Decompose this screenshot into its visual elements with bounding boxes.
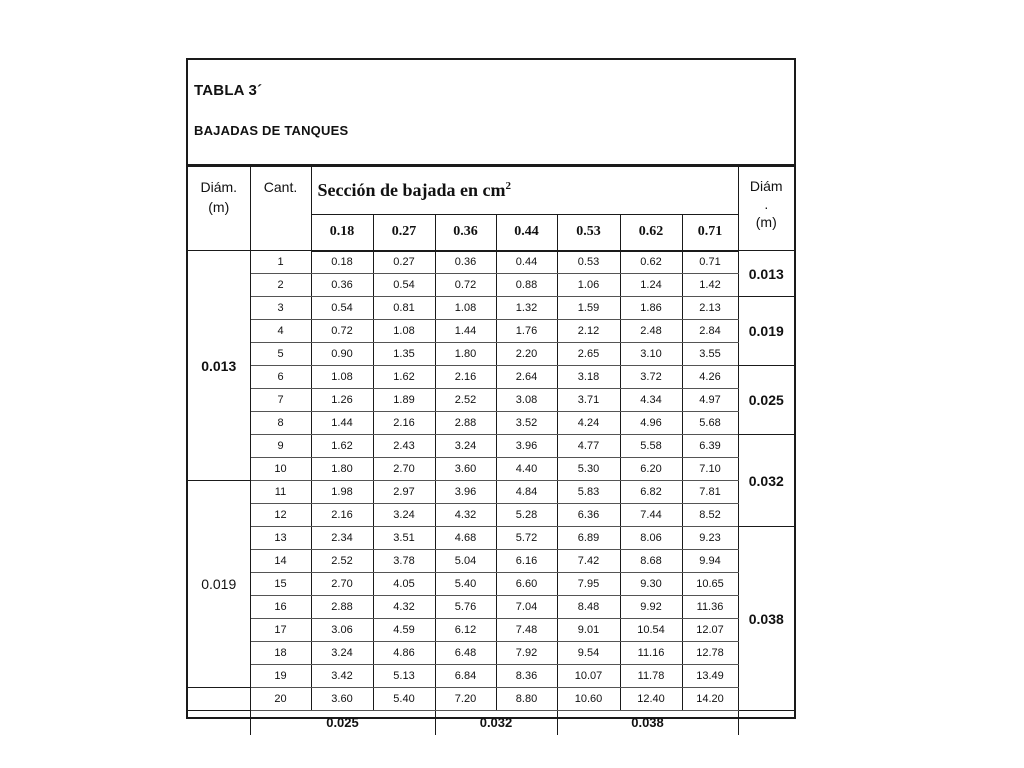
value-cell: 3.18 [557,366,620,389]
value-cell: 8.80 [496,688,557,711]
left-diameter-header [188,167,250,251]
value-cell: 1.86 [620,297,682,320]
value-cell: 5.58 [620,435,682,458]
value-cell: 3.96 [496,435,557,458]
value-cell: 4.26 [682,366,738,389]
cant-cell: 5 [250,343,311,366]
value-cell: 3.24 [311,642,373,665]
column-header-4: 0.44 [496,215,557,251]
value-cell: 2.34 [311,527,373,550]
title-block [188,60,794,166]
footer-blank-right [738,711,794,735]
cant-cell: 17 [250,619,311,642]
cant-cell: 13 [250,527,311,550]
value-cell: 1.62 [373,366,435,389]
value-cell: 4.24 [557,412,620,435]
value-cell: 7.20 [435,688,496,711]
table-row [188,527,794,550]
cant-cell: 16 [250,596,311,619]
value-cell: 0.54 [311,297,373,320]
value-cell: 4.77 [557,435,620,458]
value-cell: 0.72 [435,274,496,297]
value-cell: 2.70 [311,573,373,596]
column-header-3: 0.36 [435,215,496,251]
column-header-6: 0.62 [620,215,682,251]
value-cell: 3.60 [311,688,373,711]
value-cell: 6.89 [557,527,620,550]
value-cell: 0.88 [496,274,557,297]
value-cell: 3.96 [435,481,496,504]
document-frame [186,58,796,731]
value-cell: 2.52 [435,389,496,412]
value-cell: 2.48 [620,320,682,343]
value-cell: 3.71 [557,389,620,412]
downpipe-table [188,166,794,735]
value-cell: 3.72 [620,366,682,389]
document-title: TABLA 3´ [194,82,263,99]
value-cell: 6.84 [435,665,496,688]
value-cell: 7.10 [682,458,738,481]
cant-cell: 15 [250,573,311,596]
table-row [188,550,794,573]
section-header-label: Sección de bajada en cm [317,180,506,200]
table-row [188,274,794,297]
value-cell: 2.97 [373,481,435,504]
value-cell: 6.39 [682,435,738,458]
cant-cell: 4 [250,320,311,343]
value-cell: 2.64 [496,366,557,389]
value-cell: 8.36 [496,665,557,688]
value-cell: 8.06 [620,527,682,550]
left-diameter-header-label: Diám. [200,179,238,195]
value-cell: 3.51 [373,527,435,550]
right-diameter-group: 0.025 [738,366,794,435]
value-cell: 2.43 [373,435,435,458]
value-cell: 1.98 [311,481,373,504]
value-cell: 11.78 [620,665,682,688]
cant-cell: 11 [250,481,311,504]
value-cell: 7.48 [496,619,557,642]
value-cell: 1.76 [496,320,557,343]
cant-cell: 9 [250,435,311,458]
column-header-5: 0.53 [557,215,620,251]
value-cell: 7.95 [557,573,620,596]
value-cell: 5.04 [435,550,496,573]
value-cell: 11.16 [620,642,682,665]
value-cell: 0.53 [557,251,620,274]
cant-cell: 10 [250,458,311,481]
table-row [188,412,794,435]
value-cell: 3.08 [496,389,557,412]
value-cell: 5.72 [496,527,557,550]
footer-blank-left [188,711,250,735]
cant-cell: 12 [250,504,311,527]
left-diameter-empty [188,688,250,711]
value-cell: 6.12 [435,619,496,642]
value-cell: 0.72 [311,320,373,343]
value-cell: 10.54 [620,619,682,642]
value-cell: 12.07 [682,619,738,642]
value-cell: 3.60 [435,458,496,481]
value-cell: 0.36 [435,251,496,274]
table-row [188,297,794,320]
left-diameter-header-unit: (m) [208,199,230,215]
value-cell: 11.36 [682,596,738,619]
value-cell: 0.27 [373,251,435,274]
value-cell: 3.24 [373,504,435,527]
right-diameter-header-unit: (m) [755,214,777,230]
cant-cell: 19 [250,665,311,688]
value-cell: 6.36 [557,504,620,527]
value-cell: 6.82 [620,481,682,504]
value-cell: 8.48 [557,596,620,619]
value-cell: 1.08 [435,297,496,320]
footer-row [188,711,794,735]
value-cell: 0.44 [496,251,557,274]
value-cell: 3.55 [682,343,738,366]
value-cell: 7.92 [496,642,557,665]
value-cell: 2.70 [373,458,435,481]
right-diameter-group: 0.032 [738,435,794,527]
value-cell: 1.08 [311,366,373,389]
value-cell: 7.42 [557,550,620,573]
value-cell: 1.24 [620,274,682,297]
value-cell: 5.13 [373,665,435,688]
table-row [188,343,794,366]
value-cell: 5.83 [557,481,620,504]
right-diameter-header-label: Diám [749,178,783,194]
right-diameter-header [738,167,794,251]
value-cell: 14.20 [682,688,738,711]
value-cell: 9.94 [682,550,738,573]
section-header [311,167,738,215]
value-cell: 2.52 [311,550,373,573]
value-cell: 1.35 [373,343,435,366]
cant-cell: 14 [250,550,311,573]
value-cell: 1.06 [557,274,620,297]
value-cell: 3.10 [620,343,682,366]
value-cell: 1.59 [557,297,620,320]
value-cell: 1.89 [373,389,435,412]
footer-diameter-3: 0.038 [557,711,738,735]
value-cell: 3.42 [311,665,373,688]
value-cell: 4.96 [620,412,682,435]
value-cell: 12.78 [682,642,738,665]
value-cell: 1.44 [311,412,373,435]
value-cell: 2.16 [373,412,435,435]
value-cell: 8.68 [620,550,682,573]
value-cell: 10.65 [682,573,738,596]
table-row [188,619,794,642]
table-row [188,596,794,619]
value-cell: 9.30 [620,573,682,596]
table-row [188,251,794,274]
value-cell: 13.49 [682,665,738,688]
value-cell: 1.08 [373,320,435,343]
value-cell: 2.16 [435,366,496,389]
value-cell: 1.80 [435,343,496,366]
value-cell: 3.24 [435,435,496,458]
table-row [188,504,794,527]
right-diameter-header-dot: . [764,196,769,212]
value-cell: 1.80 [311,458,373,481]
value-cell: 4.34 [620,389,682,412]
table-row [188,435,794,458]
value-cell: 4.32 [373,596,435,619]
table-row [188,688,794,711]
table-row [188,642,794,665]
value-cell: 2.65 [557,343,620,366]
value-cell: 6.60 [496,573,557,596]
table-row [188,665,794,688]
table-row [188,481,794,504]
value-cell: 6.20 [620,458,682,481]
value-cell: 1.42 [682,274,738,297]
value-cell: 4.84 [496,481,557,504]
cant-cell: 8 [250,412,311,435]
value-cell: 4.97 [682,389,738,412]
value-cell: 2.88 [435,412,496,435]
value-cell: 0.18 [311,251,373,274]
cant-header-label: Cant. [263,179,298,195]
column-header-1: 0.18 [311,215,373,251]
table-row [188,389,794,412]
value-cell: 4.05 [373,573,435,596]
value-cell: 9.01 [557,619,620,642]
left-diameter-group: 0.013 [188,251,250,481]
value-cell: 2.16 [311,504,373,527]
right-diameter-group: 0.019 [738,297,794,366]
value-cell: 5.40 [435,573,496,596]
value-cell: 1.62 [311,435,373,458]
value-cell: 2.13 [682,297,738,320]
value-cell: 7.44 [620,504,682,527]
value-cell: 2.20 [496,343,557,366]
value-cell: 3.06 [311,619,373,642]
value-cell: 10.07 [557,665,620,688]
value-cell: 9.54 [557,642,620,665]
value-cell: 1.32 [496,297,557,320]
value-cell: 0.54 [373,274,435,297]
right-diameter-group: 0.038 [748,610,784,627]
column-header-2: 0.27 [373,215,435,251]
value-cell: 5.40 [373,688,435,711]
footer-diameter-2: 0.032 [435,711,557,735]
value-cell: 4.32 [435,504,496,527]
value-cell: 5.76 [435,596,496,619]
value-cell: 0.90 [311,343,373,366]
value-cell: 4.68 [435,527,496,550]
cant-cell: 2 [250,274,311,297]
value-cell: 0.36 [311,274,373,297]
cant-cell: 6 [250,366,311,389]
cant-cell: 18 [250,642,311,665]
value-cell: 7.81 [682,481,738,504]
value-cell: 8.52 [682,504,738,527]
value-cell: 4.40 [496,458,557,481]
value-cell: 6.16 [496,550,557,573]
table-row [188,573,794,596]
footer-diameter-1: 0.025 [250,711,435,735]
value-cell: 1.26 [311,389,373,412]
cant-cell: 7 [250,389,311,412]
right-diameter-group: 0.013 [738,251,794,297]
value-cell: 5.28 [496,504,557,527]
value-cell: 10.60 [557,688,620,711]
document-subtitle: BAJADAS DE TANQUES [194,123,349,138]
value-cell: 7.04 [496,596,557,619]
table-row [188,366,794,389]
value-cell: 2.12 [557,320,620,343]
value-cell: 9.23 [682,527,738,550]
value-cell: 0.62 [620,251,682,274]
value-cell: 6.48 [435,642,496,665]
cant-cell: 20 [250,688,311,711]
value-cell: 2.88 [311,596,373,619]
value-cell: 12.40 [620,688,682,711]
value-cell: 4.59 [373,619,435,642]
cant-cell: 3 [250,297,311,320]
value-cell: 3.78 [373,550,435,573]
value-cell: 5.68 [682,412,738,435]
value-cell: 0.81 [373,297,435,320]
value-cell: 0.71 [682,251,738,274]
value-cell: 1.44 [435,320,496,343]
value-cell: 4.86 [373,642,435,665]
section-header-exponent: 2 [505,180,511,192]
value-cell: 2.84 [682,320,738,343]
table-row [188,458,794,481]
table-row [188,320,794,343]
cant-cell: 1 [250,251,311,274]
cant-header [250,167,311,251]
column-header-7: 0.71 [682,215,738,251]
value-cell: 5.30 [557,458,620,481]
value-cell: 3.52 [496,412,557,435]
value-cell: 9.92 [620,596,682,619]
left-diameter-group: 0.019 [188,481,250,688]
